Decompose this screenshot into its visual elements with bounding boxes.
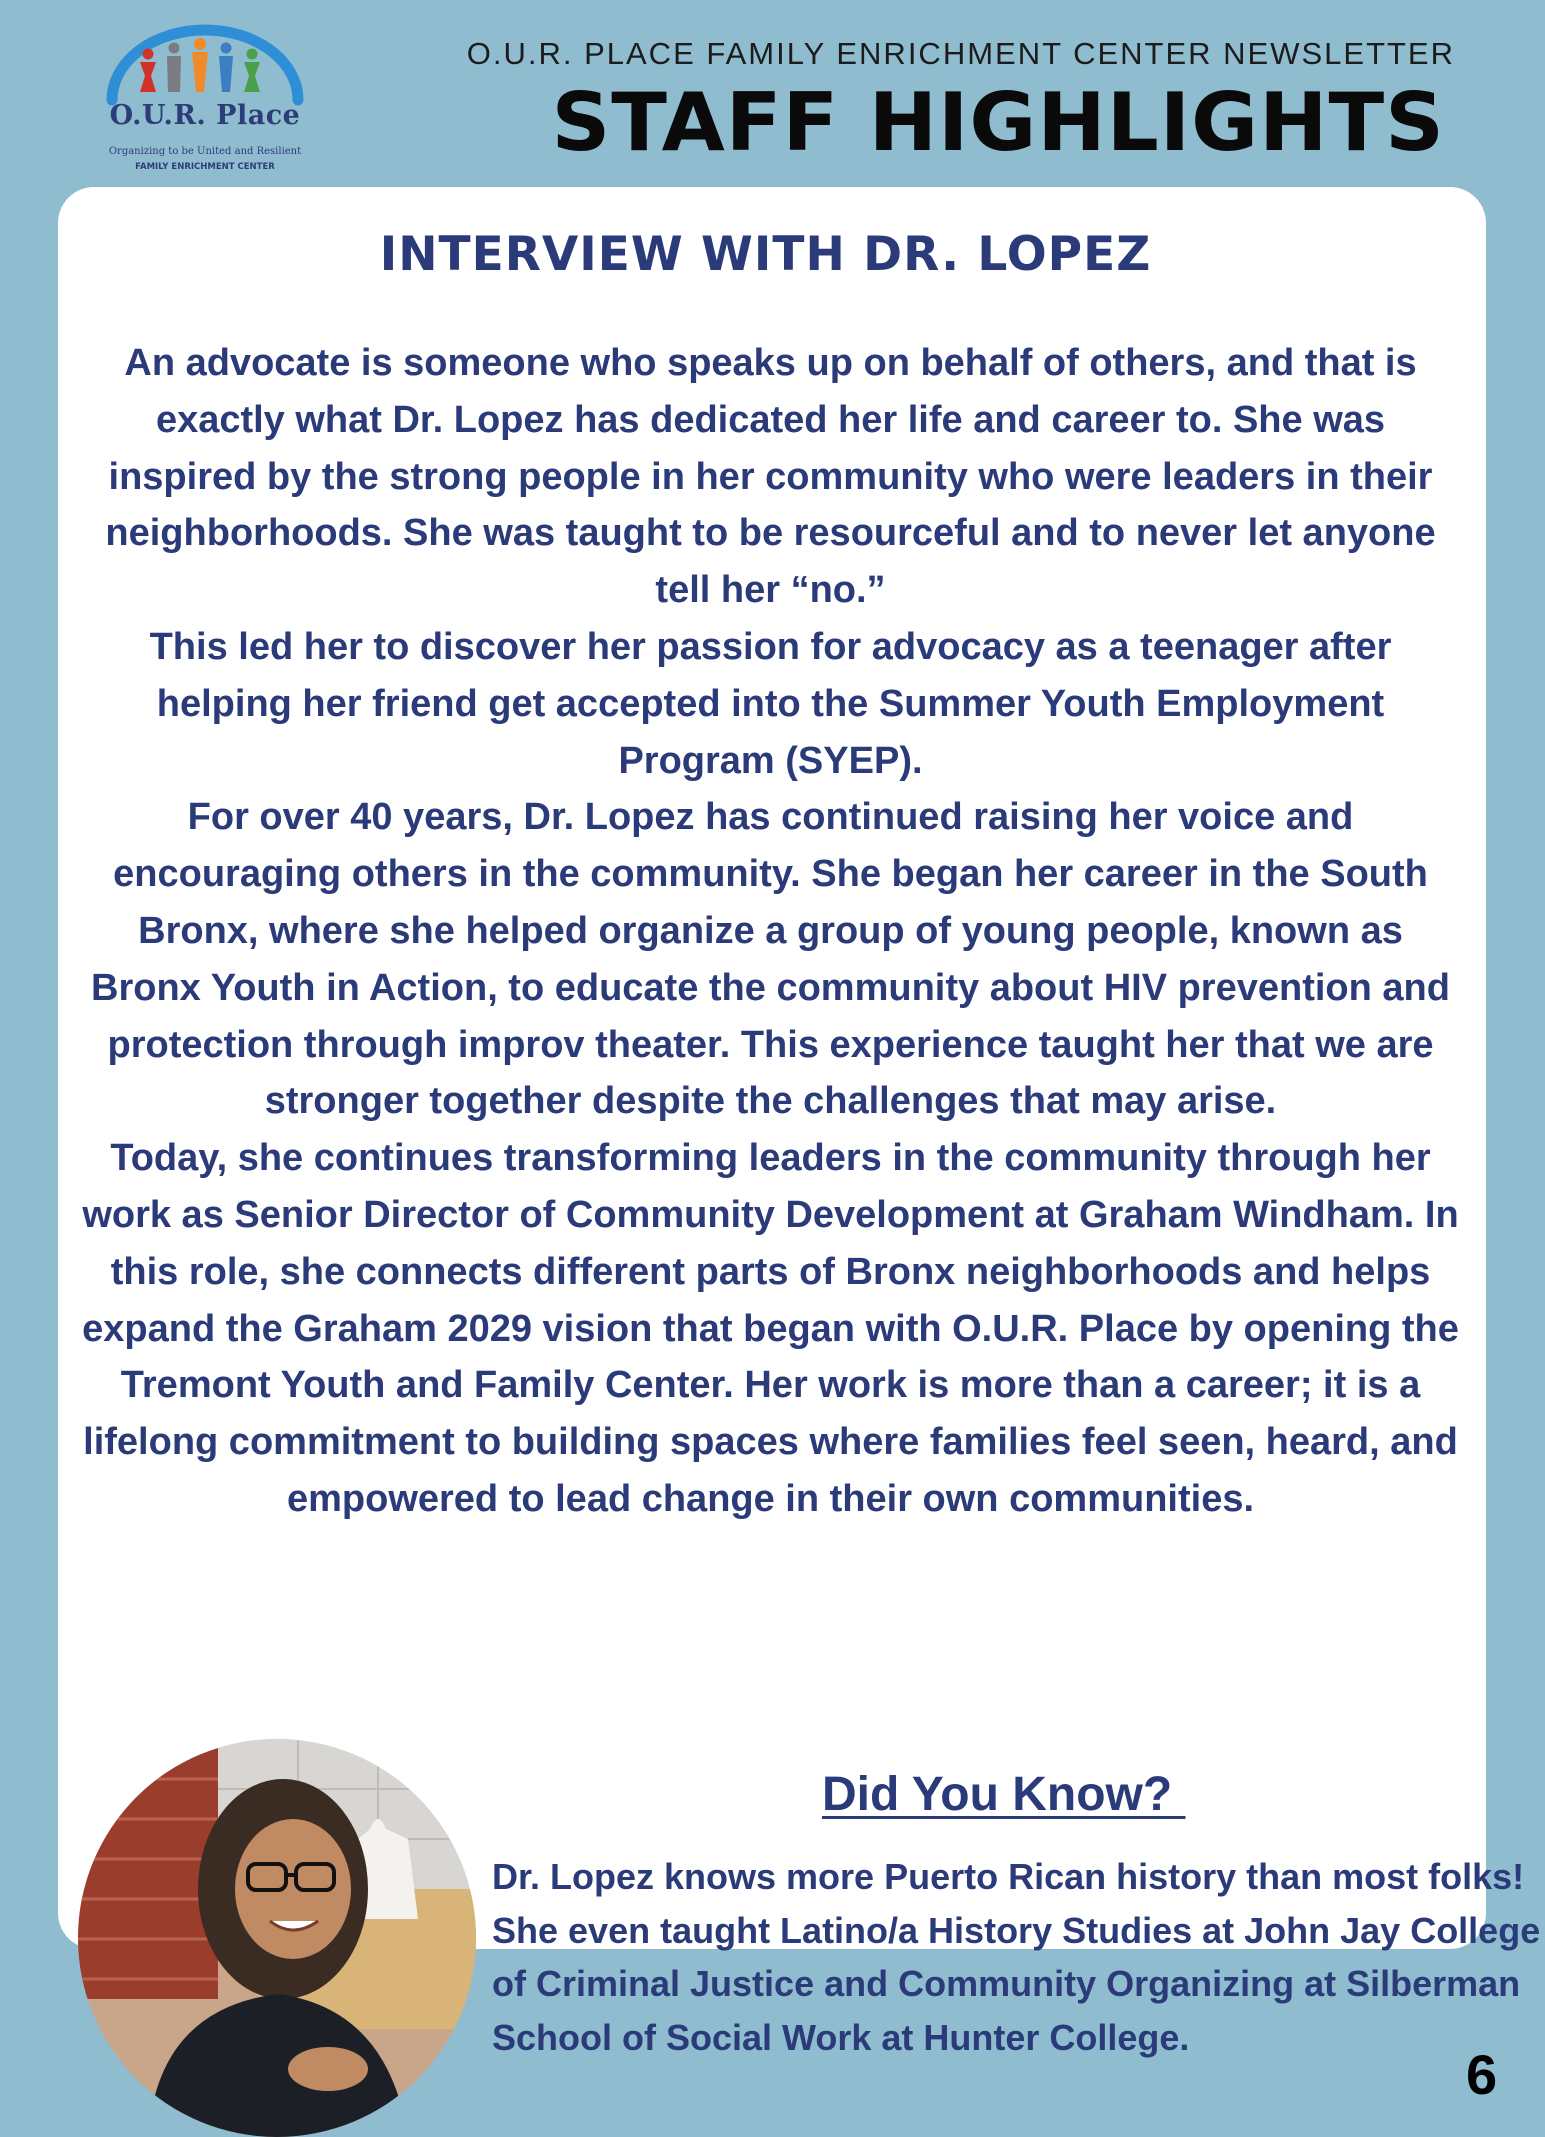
our-place-logo <box>100 18 310 172</box>
dr-lopez-photo <box>78 1739 476 2137</box>
logo-subtitle: FAMILY ENRICHMENT CENTER <box>135 162 275 172</box>
did-you-know-title: Did You Know? <box>822 1768 1186 1821</box>
article-body <box>78 335 1463 1528</box>
newsletter-kicker: O.U.R. PLACE FAMILY ENRICHMENT CENTER NEWSLETTER <box>466 36 1455 71</box>
logo-name: O.U.R. Place <box>109 100 301 131</box>
page-number: 6 <box>1466 2043 1498 2106</box>
article-title: INTERVIEW WITH DR. LOPEZ <box>379 227 1152 282</box>
page-headline: STAFF HIGHLIGHTS <box>551 76 1445 169</box>
article-paragraph: Today, she continues transforming leaders in the community through her work as Senior Director of Community Development at Graham Windham. In this role, she connects different parts of Bronx neighborhoods and helps expand the Graham 2029 vision that began with O.U.R. Place by opening the Tremont Youth and Family Center. Her work is more than a career; it is a lifelong commitment to building spaces where families feel seen, heard, and empowered to lead change in their own communities. <box>82 1137 1459 1520</box>
content-card <box>58 187 1541 2106</box>
logo-arc-figures-icon <box>100 18 310 108</box>
portrait-image-icon <box>78 1739 476 2137</box>
did-you-know-text: Dr. Lopez knows more Puerto Rican history than most folks! She even taught Latino/a History Studies at John Jay College of Criminal Justice and Community Organizing at Silberman School of Social Work at Hunter College. <box>492 1856 1541 2058</box>
article-paragraph: For over 40 years, Dr. Lopez has continued raising her voice and encouraging others in the community. She began her career in the South Bronx, where she helped organize a group of young people, known as Bronx Youth in Action, to educate the community about HIV prevention and protection through improv theater. This experience taught her that we are stronger together despite the challenges that may arise. <box>91 796 1450 1123</box>
logo-tagline: Organizing to be United and Resilient <box>108 146 302 157</box>
article-paragraph: This led her to discover her passion for advocacy as a teenager after helping her friend get accepted into the Summer Youth Employment Program (SYEP). <box>149 625 1392 782</box>
article-paragraph: An advocate is someone who speaks up on behalf of others, and that is exactly what Dr. Lopez has dedicated her life and career to. She was inspired by the strong people in her community who were leaders in their neighborhoods. She was taught to be resourceful and to never let anyone tell her “no.” <box>105 342 1436 612</box>
